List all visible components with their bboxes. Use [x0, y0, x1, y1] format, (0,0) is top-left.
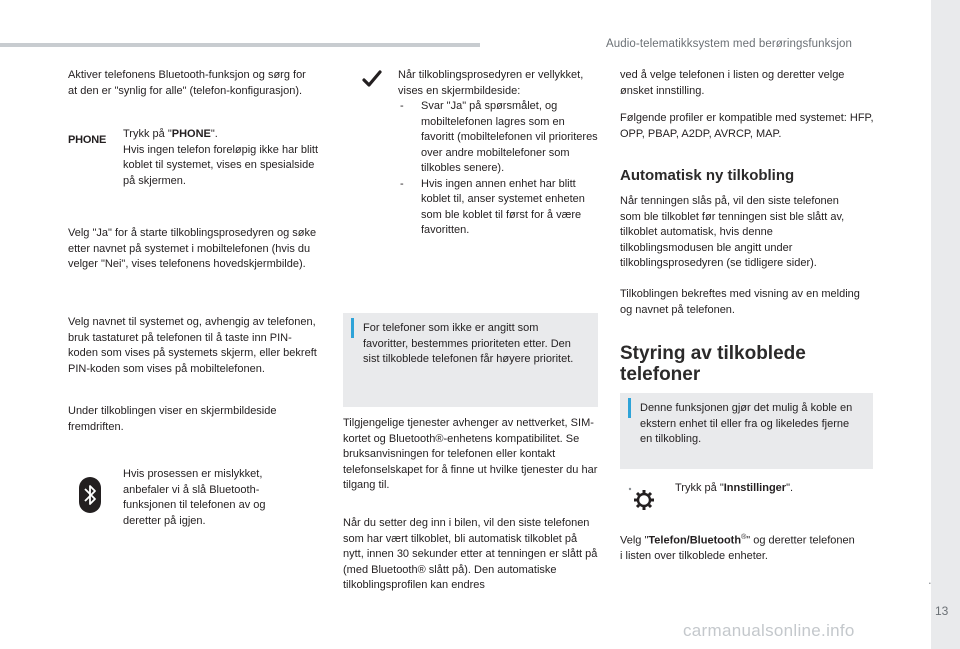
- checkmark-icon: [362, 70, 382, 93]
- favorites-note: [343, 313, 598, 407]
- col1-paragraph-3: Velg "Ja" for å starte tilkoblingsprosedyren og søke etter navnet på systemet i mobiltelefonen (hvis du velger "Nei", vises telefonens hovedskjermbilde).: [68, 227, 317, 270]
- col3-paragraph-2: Følgende profiler er kompatible med systemet: HFP, OPP, PBAP, A2DP, AVRCP, MAP.: [620, 112, 874, 140]
- col1-paragraph-1: Aktiver telefonens Bluetooth-funksjon og sørg for at den er "synlig for alle" (telefon-konfigurasjon).: [68, 69, 306, 97]
- page-marker: .: [928, 572, 932, 587]
- col1-paragraph-5: Under tilkoblingen viser en skjermbildeside fremdriften.: [68, 405, 277, 433]
- col1-paragraph-6: Hvis prosessen er mislykket, anbefaler vi å slå Bluetooth-funksjonen til telefonen av og deretter på igjen.: [123, 468, 266, 527]
- col3-paragraph-3: Når tenningen slås på, vil den siste telefonen som ble tilkoblet før tenningen sist ble slått av, tilkoblet automatisk, hvis denne tilkoblingsmodusen ble angitt under tilkoblingsprosedyren (se tidligere sider).: [620, 195, 845, 269]
- header-rule: [0, 43, 480, 47]
- page-number: 13: [935, 604, 949, 618]
- page-side-tab: [931, 0, 960, 649]
- result-list: [398, 99, 598, 239]
- section-heading-auto-connect: Automatisk ny tilkobling: [620, 167, 795, 184]
- list-item: - Hvis ingen annen enhet har blitt koblet til, anser systemet enheten som ble koblet til først for å være favoritten.: [398, 177, 598, 239]
- manage-note: [620, 393, 873, 469]
- bluetooth-icon: [79, 477, 101, 518]
- page-header-title: Audio-telematikksystem med berøringsfunksjon: [606, 38, 852, 50]
- settings-gear-icon: [626, 485, 658, 516]
- col1-paragraph-4: Velg navnet til systemet og, avhengig av telefonen, bruk tastaturet på telefonen til å taste inn PIN-koden som vises på systemets skjerm, eller bekreft PIN-koden som vises på mobiltelefonen.: [68, 316, 317, 375]
- list-item: - Svar "Ja" på spørsmålet, og mobiltelefonen lagres som en favoritt (mobiltelefonen vil prioriteres over andre mobiltelefoner som tilkobles senere).: [398, 99, 598, 177]
- watermark: carmanualsonline.info: [683, 621, 855, 640]
- favorites-note-text: For telefoner som ikke er angitt som favoritter, bestemmes prioriteten etter. Den sist tilkoblede telefonen får høyere prioritet.: [363, 322, 574, 365]
- col3-paragraph-1: ved å velge telefonen i listen og deretter velge ønsket innstilling.: [620, 69, 845, 97]
- col1-paragraph-2: Trykk på "PHONE". Hvis ingen telefon foreløpig ikke har blitt koblet til systemet, vises en spesialside på skjermen.: [123, 128, 319, 187]
- phone-icon: PHONE: [68, 134, 107, 146]
- col3-paragraph-5: Trykk på "Innstillinger".: [675, 482, 794, 494]
- col3-paragraph-6: Velg "Telefon/Bluetooth®" og deretter telefonen i listen over tilkoblede enheter.: [620, 534, 855, 563]
- col2-paragraph-1: Når tilkoblingsprosedyren er vellykket, vises en skjermbildeside: - Svar "Ja" på spørsmålet, og mobiltelefonen lagres som en favoritt (mobiltelefonen vil prioriteres over andre mobiltelefoner som tilkobles senere). - Hvis ingen annen enhet har blitt koblet til, anser systemet enheten som ble koblet til først for å være favoritten.: [398, 68, 598, 239]
- section-heading-manage-phones: Styring av tilkoblede telefoner: [620, 343, 806, 385]
- col2-paragraph-3: Når du setter deg inn i bilen, vil den siste telefonen som har vært tilkoblet, bli automatisk tilkoblet på nytt, innen 30 sekunder etter at tenningen er slått på (med Bluetooth® slått på). Den automatiske tilkoblingsprofilen kan endres: [343, 517, 598, 591]
- col2-paragraph-2: Tilgjengelige tjenester avhenger av nettverket, SIM-kortet og Bluetooth®-enhetens kompatibilitet. Se bruksanvisningen for telefonen eller kontakt telefonselskapet for å finne ut hvilke tjenester du har tilgang til.: [343, 417, 598, 491]
- col3-paragraph-4: Tilkoblingen bekreftes med visning av en melding og navnet på telefonen.: [620, 288, 860, 316]
- manage-note-text: Denne funksjonen gjør det mulig å koble en ekstern enhet til eller fra og likeledes fjerne en tilkobling.: [640, 402, 853, 445]
